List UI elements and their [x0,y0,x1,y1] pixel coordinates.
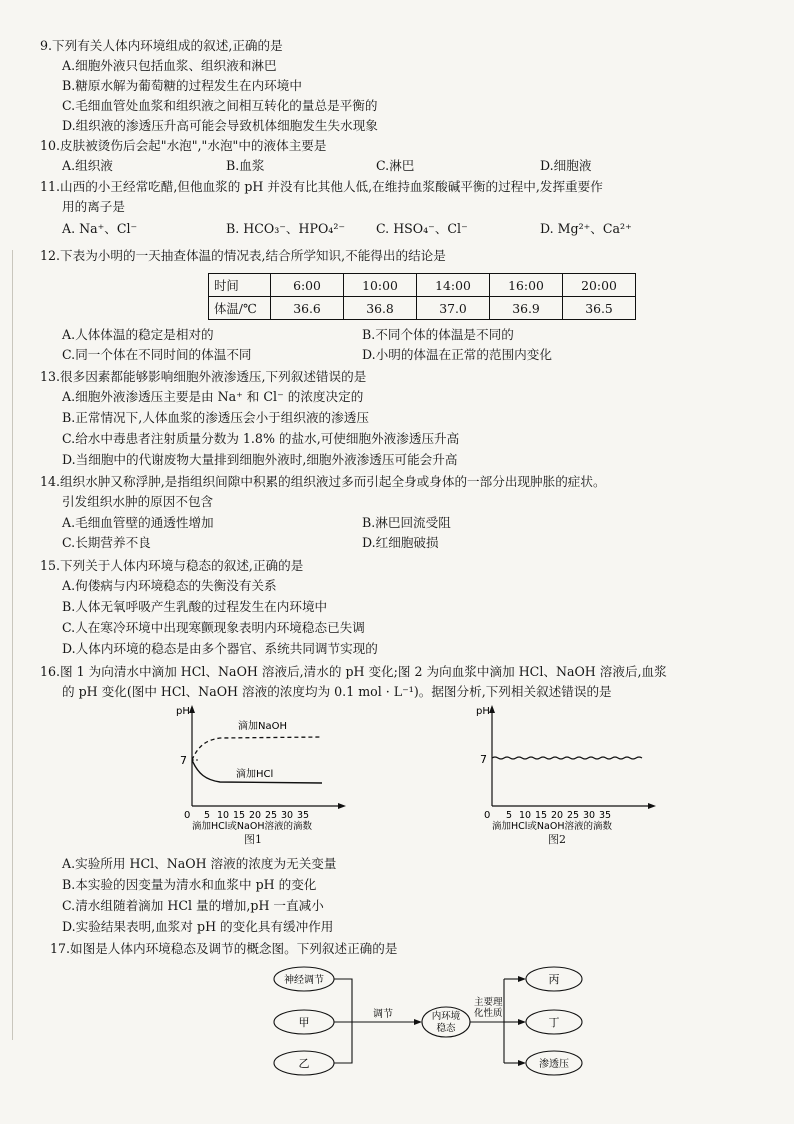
fig1-xlabel: 滴加HCl或NaOH溶液的滴数 [192,821,312,830]
q16-stem-line1: 16.图 1 为向清水中滴加 HCl、NaOH 溶液后,清水的 pH 变化;图 2 为向血浆中滴加 HCl、NaOH 溶液后,血浆 [40,664,667,679]
fig1-xtick: 5 [204,810,211,821]
q12-option-b: B.不同个体的体温是不同的 [362,327,514,342]
q12-option-c: C.同一个体在不同时间的体温不同 [62,347,252,362]
node-jia-label: 甲 [298,1016,310,1029]
fig2-xtick: 20 [551,810,564,821]
fig1-x-arrow [338,803,346,809]
q13-option-c: C.给水中毒患者注射质量分数为 1.8% 的盐水,可使细胞外液渗透压升高 [62,431,460,446]
fig2-xtick: 5 [506,810,513,821]
q13-stem: 13.很多因素都能够影响细胞外液渗透压,下列叙述错误的是 [40,369,367,384]
q12-option-d: D.小明的体温在正常的范围内变化 [362,347,552,362]
q9-option-b: B.糖原水解为葡萄糖的过程发生在内环境中 [62,78,302,93]
fig1-caption: 图1 [244,833,262,846]
fig1-xtick: 20 [249,810,262,821]
q14-option-b: B.淋巴回流受阻 [362,515,451,530]
q14-option-d: D.红细胞破损 [362,535,439,550]
scan-edge [12,250,13,1040]
q15-option-c: C.人在寒冷环境中出现寒颤现象表明内环境稳态已失调 [62,620,365,635]
q11-option-b: B. HCO₃⁻、HPO₄²⁻ [226,221,346,236]
node-ding-label: 丁 [548,1016,560,1029]
fig2-xtick: 25 [567,810,580,821]
left-bracket-connector [334,979,352,1063]
fig2-y-arrow [489,705,495,713]
fig2-x-arrow [648,803,656,809]
fig1-y7-label: 7 [180,754,187,767]
fig2-caption: 图2 [548,833,566,846]
fig1-naoh-label: 滴加NaOH [238,721,287,732]
q12-option-a: A.人体体温的稳定是相对的 [62,327,214,342]
q9-stem: 9.下列有关人体内环境组成的叙述,正确的是 [40,38,283,53]
fig2-ylabel: pH [476,706,490,717]
q13-option-d: D.当细胞中的代谢废物大量排到细胞外液时,细胞外液渗透压可能会升高 [62,452,458,467]
q10-option-d: D.细胞液 [540,158,592,173]
q15-option-a: A.佝偻病与内环境稳态的失衡没有关系 [62,578,277,593]
table-cell: 36.8 [344,297,417,320]
q9-option-a: A.细胞外液只包括血浆、组织液和淋巴 [62,58,277,73]
fig2-xtick: 15 [535,810,548,821]
arrowhead-osmotic [518,1060,526,1066]
table-header-temp: 体温/℃ [209,297,271,320]
fig2-ph-wave-line [492,757,642,759]
fig1-ylabel: pH [176,706,190,717]
property-label2: 化性质 [474,1008,503,1019]
property-label1: 主要理 [474,997,503,1008]
temperature-table [208,273,636,320]
q11-stem-line2: 用的离子是 [62,199,125,214]
q9-option-c: C.毛细血管处血浆和组织液之间相互转化的量总是平衡的 [62,98,378,113]
q14-stem-line2: 引发组织水肿的原因不包含 [62,494,214,509]
q13-option-b: B.正常情况下,人体血浆的渗透压会小于组织液的渗透压 [62,410,369,425]
table-cell: 10:00 [344,274,417,297]
fig2-xtick: 30 [583,810,596,821]
fig2-y7-label: 7 [480,753,487,766]
homeostasis-concept-map [268,964,588,1079]
q10-option-b: B.血浆 [226,158,265,173]
figure1-chart [170,702,350,830]
q13-option-a: A.细胞外液渗透压主要是由 Na⁺ 和 Cl⁻ 的浓度决定的 [62,389,364,404]
q9-option-d: D.组织液的渗透压升高可能会导致机体细胞发生失水现象 [62,118,378,133]
q10-option-a: A.组织液 [62,158,113,173]
fig1-y-arrow [189,705,195,713]
table-cell: 16:00 [490,274,563,297]
q16-option-a: A.实验所用 HCl、NaOH 溶液的浓度为无关变量 [62,856,337,871]
q16-option-d: D.实验结果表明,血浆对 pH 的变化具有缓冲作用 [62,919,334,934]
fig1-xtick: 10 [217,810,230,821]
fig1-xtick: 15 [233,810,246,821]
regulate-arrowhead [414,1019,422,1025]
node-osmotic-pressure-label: 渗透压 [539,1059,569,1070]
table-cell: 37.0 [417,297,490,320]
table-cell: 6:00 [271,274,344,297]
q15-option-d: D.人体内环境的稳态是由多个器官、系统共同调节实现的 [62,641,378,656]
table-cell: 36.5 [563,297,636,320]
table-row-temp [209,297,636,320]
table-cell: 20:00 [563,274,636,297]
node-yi-label: 乙 [298,1057,310,1070]
q10-option-c: C.淋巴 [376,158,415,173]
fig2-origin: 0 [484,810,491,821]
figure2-chart [470,702,660,830]
fig1-naoh-curve [192,737,322,760]
q11-option-d: D. Mg²⁺、Ca²⁺ [540,221,632,236]
arrowhead-bing [518,976,526,982]
table-cell: 14:00 [417,274,490,297]
fig2-xtick: 10 [519,810,532,821]
fig1-xtick: 25 [265,810,278,821]
q16-stem-line2: 的 pH 变化(图中 HCl、NaOH 溶液的浓度均为 0.1 mol · L⁻¹)。据图分析,下列相关叙述错误的是 [62,684,612,699]
node-neural-regulation-label: 神经调节 [284,975,324,986]
q10-stem: 10.皮肤被烫伤后会起"水泡","水泡"中的液体主要是 [40,138,327,153]
arrowhead-ding [518,1019,526,1025]
q17-stem: 17.如图是人体内环境稳态及调节的概念图。下列叙述正确的是 [50,941,398,956]
q12-stem: 12.下表为小明的一天抽查体温的情况表,结合所学知识,不能得出的结论是 [40,248,446,263]
q15-option-b: B.人体无氧呼吸产生乳酸的过程发生在内环境中 [62,599,328,614]
q14-stem-line1: 14.组织水肿又称浮肿,是指组织间隙中积累的组织液过多而引起全身或身体的一部分出现肿胀的症状。 [40,474,606,489]
fig2-xtick: 35 [599,810,612,821]
fig1-origin: 0 [184,810,191,821]
table-cell: 36.6 [271,297,344,320]
q14-option-c: C.长期营养不良 [62,535,151,550]
q16-option-b: B.本实验的因变量为清水和血浆中 pH 的变化 [62,877,317,892]
node-homeostasis-label2: 稳态 [436,1023,456,1034]
q11-option-c: C. HSO₄⁻、Cl⁻ [376,221,468,236]
table-header-time: 时间 [209,274,271,297]
regulate-label: 调节 [373,1009,393,1020]
node-homeostasis-label1: 内环境 [431,1011,461,1022]
table-cell: 36.9 [490,297,563,320]
node-bing-label: 丙 [548,973,560,986]
fig1-xtick: 30 [281,810,294,821]
q16-option-c: C.清水组随着滴加 HCl 量的增加,pH 一直减小 [62,898,324,913]
fig1-xtick: 35 [297,810,310,821]
fig2-xlabel: 滴加HCl或NaOH溶液的滴数 [492,821,612,830]
q15-stem: 15.下列关于人体内环境与稳态的叙述,正确的是 [40,558,304,573]
fig1-hcl-label: 滴加HCl [236,769,274,780]
q11-option-a: A. Na⁺、Cl⁻ [62,221,138,236]
q11-stem-line1: 11.山西的小王经常吃醋,但他血浆的 pH 并没有比其他人低,在维持血浆酸碱平衡的过程中,发挥重要作 [40,179,603,194]
q14-option-a: A.毛细血管壁的通透性增加 [62,515,214,530]
table-row-time [209,274,636,297]
